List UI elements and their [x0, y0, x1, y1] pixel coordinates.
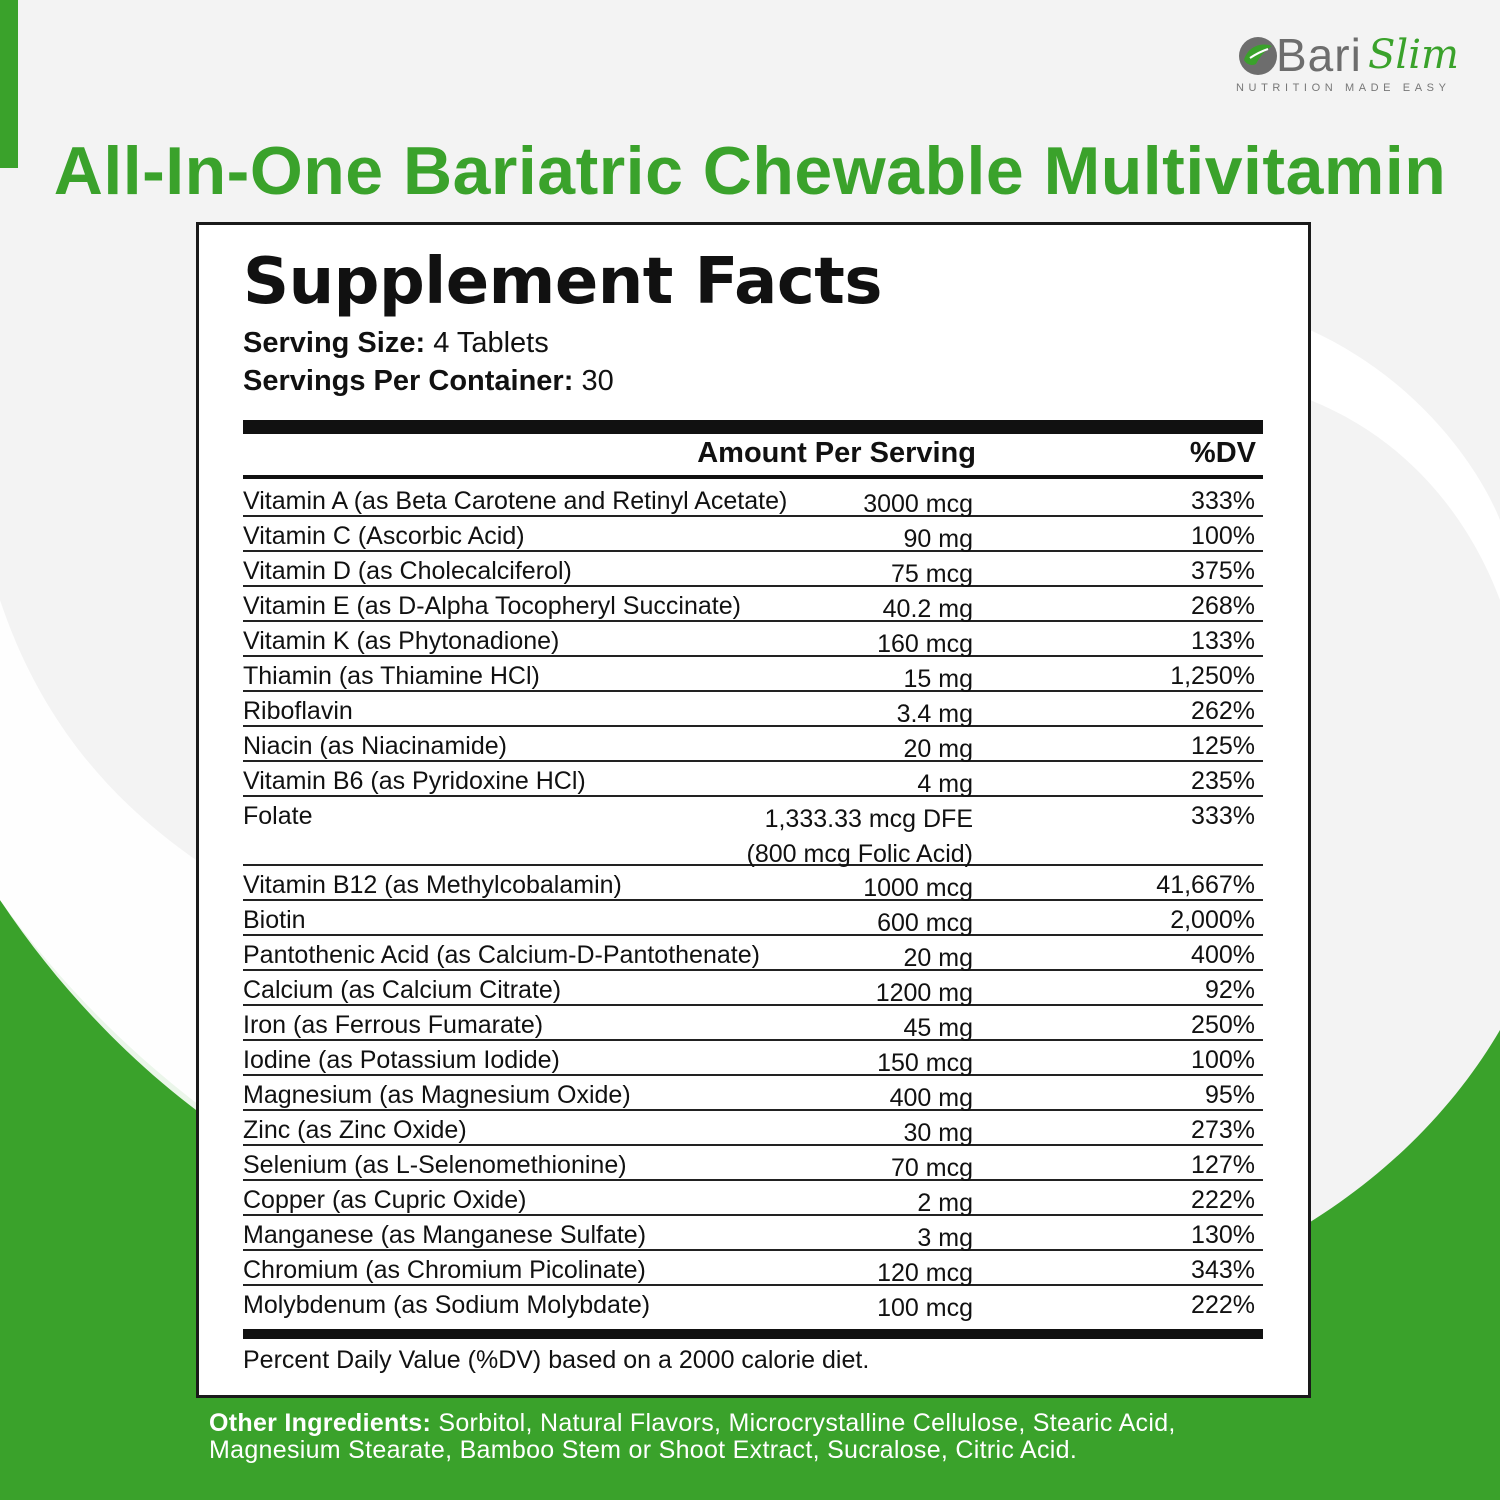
- nutrient-amount-value: 1,333.33 mcg DFE: [764, 805, 973, 833]
- nutrient-amount-value: 150 mcg: [877, 1049, 973, 1077]
- nutrient-name: Chromium (as Chromium Picolinate): [243, 1256, 646, 1284]
- nutrient-dv: 127%: [1191, 1151, 1255, 1179]
- nutrient-amount-value: 4 mg: [917, 770, 973, 798]
- nutrient-name: Thiamin (as Thiamine HCl): [243, 662, 540, 690]
- nutrient-dv: 95%: [1204, 1081, 1255, 1109]
- nutrient-dv: 333%: [1191, 802, 1255, 830]
- nutrient-amount-value: 30 mg: [903, 1119, 973, 1147]
- table-row: [243, 657, 1263, 692]
- other-ingredients-line2: Magnesium Stearate, Bamboo Stem or Shoot Extract, Sucralose, Citric Acid.: [209, 1436, 1078, 1464]
- nutrient-amount-value: 90 mg: [903, 525, 973, 553]
- table-row: [243, 936, 1263, 971]
- nutrient-amount-value: 600 mcg: [877, 909, 973, 937]
- table-row: [243, 1111, 1263, 1146]
- nutrient-amount-detail: (800 mcg Folic Acid): [746, 840, 973, 868]
- nutrient-amount-value: 3 mg: [917, 1224, 973, 1252]
- nutrient-name: Vitamin B6 (as Pyridoxine HCl): [243, 767, 586, 795]
- nutrient-amount-value: 3.4 mg: [896, 700, 973, 728]
- table-row: [243, 797, 1263, 866]
- top-thick-rule: [243, 420, 1263, 434]
- other-ingredients: [209, 1410, 1289, 1464]
- nutrient-dv: 130%: [1191, 1221, 1255, 1249]
- nutrient-dv: 333%: [1191, 487, 1255, 515]
- table-row: [243, 762, 1263, 797]
- nutrient-dv: 92%: [1204, 976, 1255, 1004]
- table-row: [243, 1041, 1263, 1076]
- nutrient-dv: 235%: [1191, 767, 1255, 795]
- nutrient-amount-value: 100 mcg: [877, 1294, 973, 1322]
- nutrient-dv: 2,000%: [1170, 906, 1255, 934]
- nutrient-dv: 100%: [1191, 1046, 1255, 1074]
- nutrient-dv: 41,667%: [1156, 871, 1255, 899]
- nutrient-name: Iodine (as Potassium Iodide): [243, 1046, 560, 1074]
- bottom-thick-rule: [243, 1329, 1263, 1339]
- nutrient-name: Calcium (as Calcium Citrate): [243, 976, 562, 1004]
- brand-name-slim: Slim: [1368, 32, 1459, 78]
- nutrient-name: Zinc (as Zinc Oxide): [243, 1116, 467, 1144]
- nutrient-amount-value: 3000 mcg: [863, 490, 973, 518]
- nutrient-table: [243, 482, 1263, 1322]
- nutrient-dv: 262%: [1191, 697, 1255, 725]
- servings-per-container-value: 30: [581, 365, 614, 397]
- nutrient-name: Iron (as Ferrous Fumarate): [243, 1011, 544, 1039]
- nutrient-amount-value: 20 mg: [903, 944, 973, 972]
- nutrient-dv: 400%: [1191, 941, 1255, 969]
- nutrient-amount: [747, 802, 973, 872]
- nutrient-dv: 222%: [1191, 1291, 1255, 1319]
- facts-title: Supplement Facts: [243, 245, 882, 319]
- column-header-dv: %DV: [1189, 437, 1256, 469]
- nutrient-name: Vitamin D (as Cholecalciferol): [243, 557, 572, 585]
- table-row: [243, 1181, 1263, 1216]
- table-row: [243, 971, 1263, 1006]
- nutrient-dv: 343%: [1191, 1256, 1255, 1284]
- nutrient-dv: 375%: [1191, 557, 1255, 585]
- other-ingredients-line1: Sorbitol, Natural Flavors, Microcrystalline Cellulose, Stearic Acid,: [431, 1409, 1176, 1437]
- nutrient-name: Riboflavin: [243, 697, 353, 725]
- brand-name-bari: Bari: [1276, 29, 1362, 81]
- nutrient-name: Vitamin A (as Beta Carotene and Retinyl Acetate): [243, 487, 788, 515]
- table-row: [243, 1251, 1263, 1286]
- nutrient-amount-value: 45 mg: [903, 1014, 973, 1042]
- nutrient-amount-value: 160 mcg: [877, 630, 973, 658]
- nutrient-name: Copper (as Cupric Oxide): [243, 1186, 527, 1214]
- column-header-amount: Amount Per Serving: [697, 437, 976, 469]
- nutrient-dv: 125%: [1191, 732, 1255, 760]
- table-row: [243, 552, 1263, 587]
- nutrient-name: Magnesium (as Magnesium Oxide): [243, 1081, 631, 1109]
- nutrient-name: Folate: [243, 802, 313, 830]
- nutrient-name: Niacin (as Niacinamide): [243, 732, 507, 760]
- nutrient-amount-value: 75 mcg: [891, 560, 973, 588]
- nutrient-name: Pantothenic Acid (as Calcium-D-Pantothenate): [243, 941, 760, 969]
- nutrient-amount: [877, 1291, 973, 1326]
- supplement-facts-panel: [196, 222, 1311, 1398]
- table-row: [243, 482, 1263, 517]
- nutrient-amount-value: 40.2 mg: [882, 595, 973, 623]
- table-row: [243, 587, 1263, 622]
- brand-logo: [1230, 28, 1470, 98]
- nutrient-dv: 1,250%: [1170, 662, 1255, 690]
- nutrient-amount-value: 1000 mcg: [863, 874, 973, 902]
- nutrient-name: Vitamin K (as Phytonadione): [243, 627, 560, 655]
- nutrient-name: Vitamin B12 (as Methylcobalamin): [243, 871, 622, 899]
- table-row: [243, 1006, 1263, 1041]
- nutrient-amount-value: 400 mg: [889, 1084, 973, 1112]
- page-headline: All-In-One Bariatric Chewable Multivitamin: [53, 133, 1447, 209]
- nutrient-dv: 250%: [1191, 1011, 1255, 1039]
- nutrient-name: Selenium (as L-Selenomethionine): [243, 1151, 627, 1179]
- table-row: [243, 692, 1263, 727]
- table-row: [243, 622, 1263, 657]
- nutrient-dv: 100%: [1191, 522, 1255, 550]
- servings-per-container-label: Servings Per Container:: [243, 365, 574, 397]
- nutrient-amount-value: 70 mcg: [891, 1154, 973, 1182]
- table-row: [243, 1076, 1263, 1111]
- nutrient-dv: 133%: [1191, 627, 1255, 655]
- nutrient-name: Vitamin C (Ascorbic Acid): [243, 522, 525, 550]
- nutrient-dv: 273%: [1191, 1116, 1255, 1144]
- table-row: [243, 1146, 1263, 1181]
- table-row: [243, 1286, 1263, 1322]
- table-row: [243, 866, 1263, 901]
- nutrient-name: Molybdenum (as Sodium Molybdate): [243, 1291, 651, 1319]
- serving-size-value: 4 Tablets: [433, 327, 549, 359]
- nutrient-name: Vitamin E (as D-Alpha Tocopheryl Succinate): [243, 592, 741, 620]
- serving-size-label: Serving Size:: [243, 327, 426, 359]
- nutrient-name: Manganese (as Manganese Sulfate): [243, 1221, 647, 1249]
- nutrient-amount-value: 15 mg: [903, 665, 973, 693]
- dv-footnote: Percent Daily Value (%DV) based on a 2000 calorie diet.: [243, 1346, 870, 1374]
- other-ingredients-label: Other Ingredients:: [209, 1409, 432, 1437]
- brand-tagline: NUTRITION MADE EASY: [1236, 82, 1451, 94]
- header-rule: [243, 475, 1263, 479]
- leaf-logo-icon: [1236, 34, 1280, 78]
- table-row: [243, 727, 1263, 762]
- nutrient-amount-value: 20 mg: [903, 735, 973, 763]
- table-row: [243, 517, 1263, 552]
- serving-size: [243, 327, 549, 360]
- table-row: [243, 901, 1263, 936]
- nutrient-dv: 222%: [1191, 1186, 1255, 1214]
- nutrient-dv: 268%: [1191, 592, 1255, 620]
- nutrient-amount-value: 2 mg: [917, 1189, 973, 1217]
- nutrient-name: Biotin: [243, 906, 306, 934]
- table-row: [243, 1216, 1263, 1251]
- nutrient-amount-value: 1200 mg: [875, 979, 973, 1007]
- servings-per-container: [243, 365, 614, 398]
- nutrient-amount-value: 120 mcg: [877, 1259, 973, 1287]
